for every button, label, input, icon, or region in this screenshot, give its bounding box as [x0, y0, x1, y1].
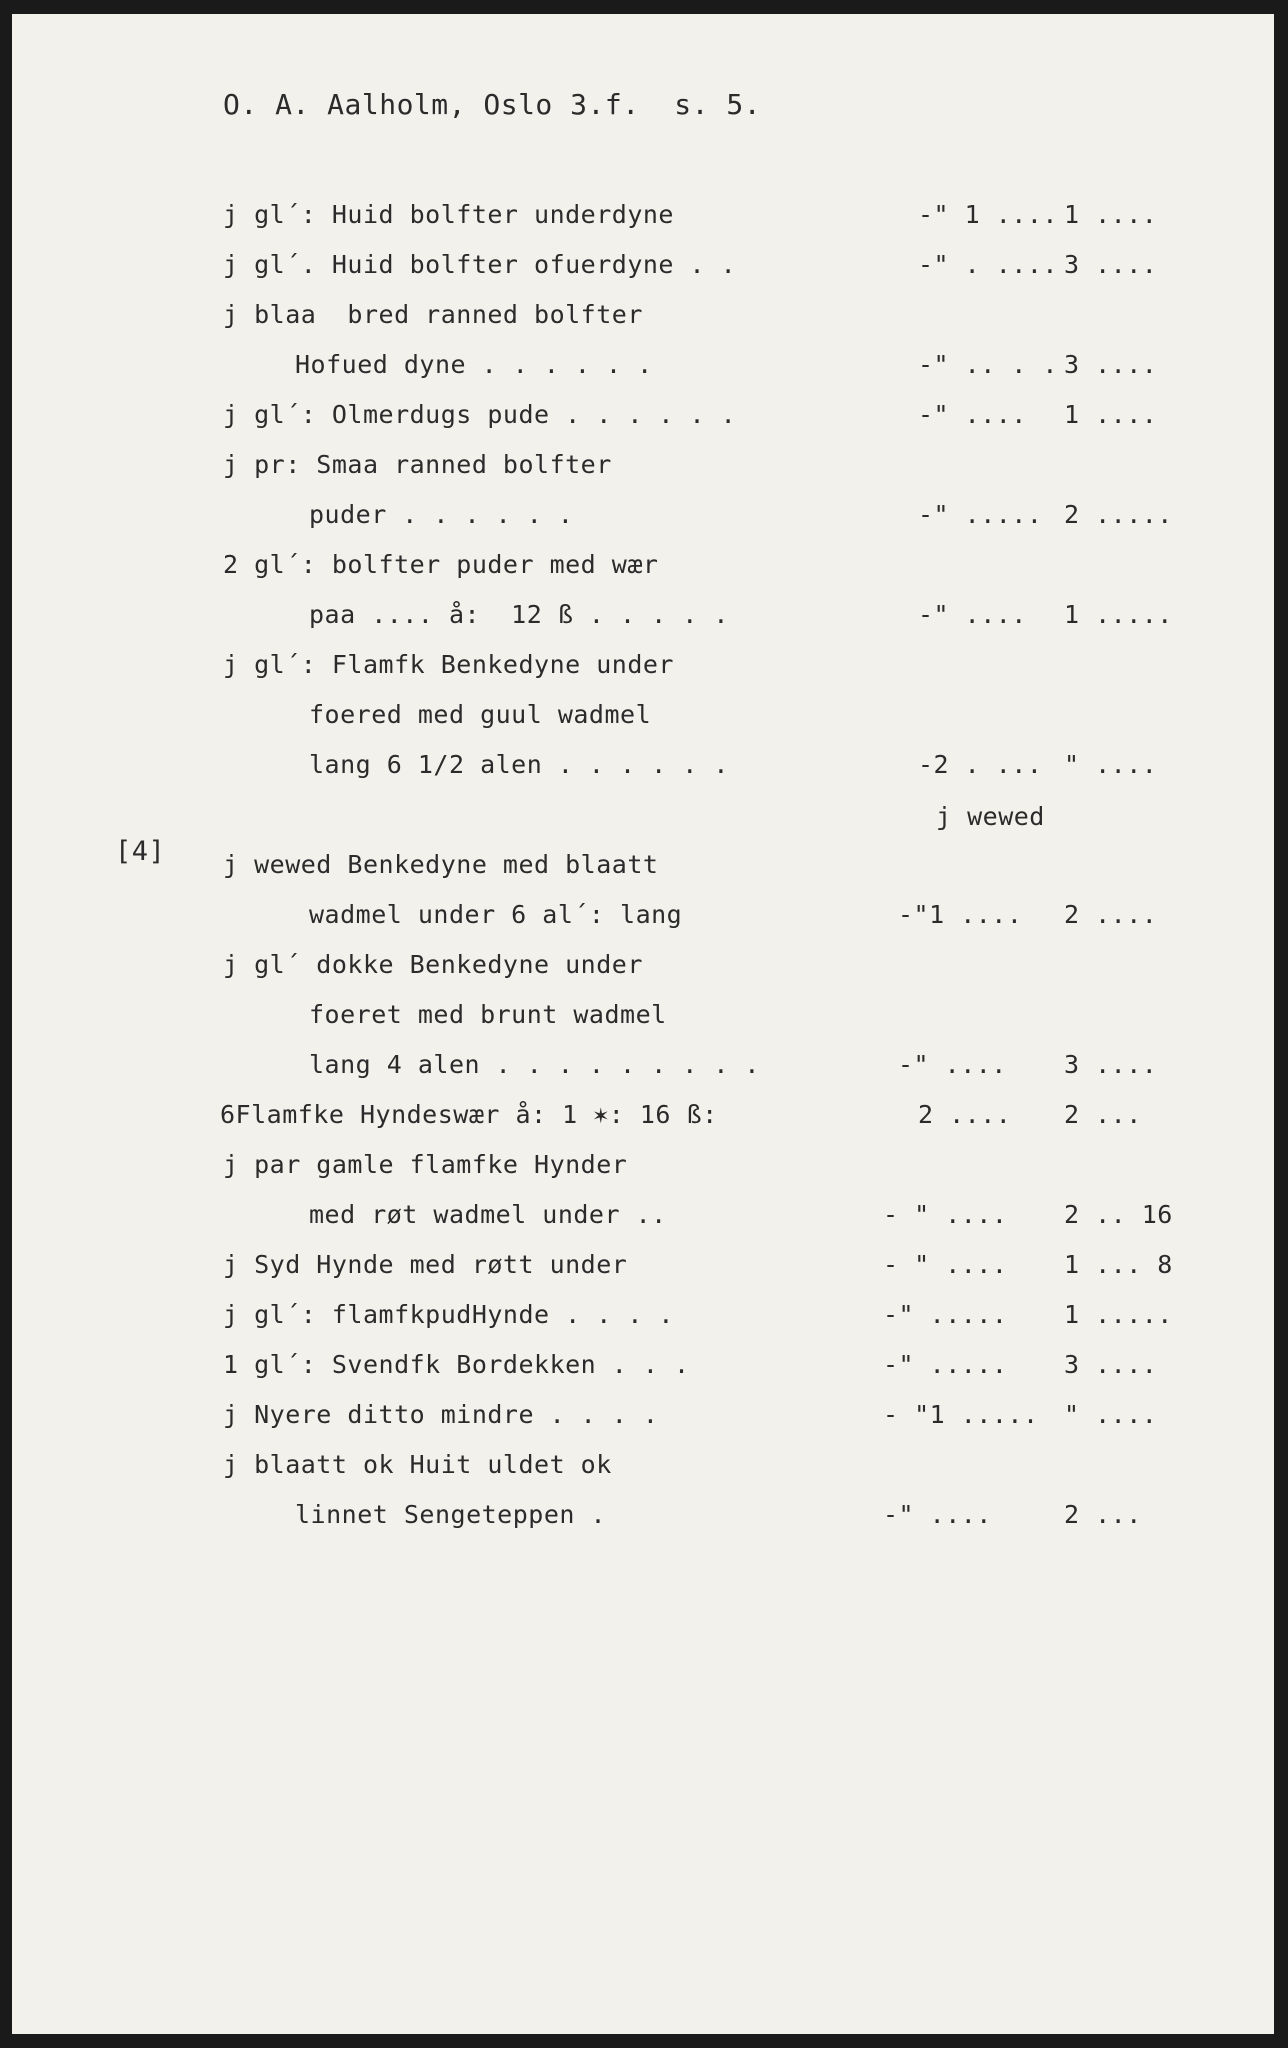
- page-number-note: [4]: [115, 836, 166, 867]
- entry-value-col1: -" ....: [883, 1500, 992, 1529]
- entry-value-col2: 1 ....: [1064, 400, 1158, 429]
- entry-value-col1: j wewed: [936, 802, 1045, 831]
- entry-value-col1: - " ....: [883, 1250, 1008, 1279]
- entry-value-col1: -" ....: [918, 400, 1027, 429]
- document-page: [12, 14, 1274, 2034]
- entry-description: paa .... å: 12 ß . . . . .: [309, 600, 729, 629]
- page-header: O. A. Aalholm, Oslo 3.f. s. 5.: [223, 88, 762, 121]
- entry-description: j wewed Benkedyne med blaatt: [223, 850, 659, 879]
- entry-value-col1: -" .....: [883, 1300, 1008, 1329]
- entry-description: j blaa bred ranned bolfter: [223, 300, 643, 329]
- entry-value-col2: 2 ...: [1064, 1500, 1142, 1529]
- entry-description: j gl´: Flamfk Benkedyne under: [223, 650, 674, 679]
- entry-value-col1: -" 1 ....: [918, 200, 1058, 229]
- entry-value-col1: -2 . ...: [918, 750, 1043, 779]
- entry-description: puder . . . . . .: [309, 500, 574, 529]
- entry-value-col1: -" . ....: [918, 250, 1058, 279]
- entry-description: med røt wadmel under ..: [309, 1200, 667, 1229]
- entry-value-col2: 3 ....: [1064, 250, 1158, 279]
- entry-description: foeret med brunt wadmel: [309, 1000, 667, 1029]
- entry-value-col2: 1 ... 8: [1064, 1250, 1173, 1279]
- entry-description: j pr: Smaa ranned bolfter: [223, 450, 612, 479]
- entry-description: j Syd Hynde med røtt under: [223, 1250, 628, 1279]
- entry-description: Hofued dyne . . . . . .: [295, 350, 653, 379]
- entry-value-col2: 2 ....: [1064, 900, 1158, 929]
- entry-value-col1: - " ....: [883, 1200, 1008, 1229]
- entry-value-col2: 1 .....: [1064, 1300, 1173, 1329]
- entry-description: 6Flamfke Hyndeswær å: 1 ✶: 16 ß:: [220, 1100, 718, 1129]
- entry-value-col1: -" ....: [918, 600, 1027, 629]
- entry-description: j gl´: Olmerdugs pude . . . . . .: [223, 400, 737, 429]
- entry-value-col1: -" .. . .: [918, 350, 1058, 379]
- entry-value-col2: " ....: [1064, 1400, 1158, 1429]
- entry-value-col2: 3 ....: [1064, 1050, 1158, 1079]
- entry-value-col2: 1 .....: [1064, 600, 1173, 629]
- entry-description: lang 4 alen . . . . . . . . .: [309, 1050, 760, 1079]
- entry-value-col2: 3 ....: [1064, 1350, 1158, 1379]
- entry-description: j gl´: flamfkpudHynde . . . .: [223, 1300, 674, 1329]
- entry-description: foered med guul wadmel: [309, 700, 652, 729]
- entry-description: wadmel under 6 al´: lang: [309, 900, 683, 929]
- entry-value-col2: 3 ....: [1064, 350, 1158, 379]
- entry-description: j par gamle flamfke Hynder: [223, 1150, 628, 1179]
- entry-description: j gl´ dokke Benkedyne under: [223, 950, 643, 979]
- entry-value-col1: -" .....: [918, 500, 1043, 529]
- entry-value-col2: 1 ....: [1064, 200, 1158, 229]
- entry-description: j gl´. Huid bolfter ofuerdyne . .: [223, 250, 737, 279]
- entry-value-col1: -" .....: [883, 1350, 1008, 1379]
- entry-description: j gl´: Huid bolfter underdyne: [223, 200, 674, 229]
- entry-description: 2 gl´: bolfter puder med wær: [223, 550, 659, 579]
- entry-value-col1: -"1 ....: [898, 900, 1023, 929]
- entry-description: j blaatt ok Huit uldet ok: [223, 1450, 612, 1479]
- entry-value-col1: - "1 .....: [883, 1400, 1039, 1429]
- entry-value-col1: 2 ....: [918, 1100, 1012, 1129]
- entry-description: linnet Sengeteppen .: [295, 1500, 607, 1529]
- entry-description: 1 gl´: Svendfk Bordekken . . .: [223, 1350, 690, 1379]
- entry-value-col2: 2 .. 16: [1064, 1200, 1173, 1229]
- entry-value-col1: -" ....: [898, 1050, 1007, 1079]
- entry-value-col2: 2 .....: [1064, 500, 1173, 529]
- entry-description: j Nyere ditto mindre . . . .: [223, 1400, 659, 1429]
- entry-value-col2: " ....: [1064, 750, 1158, 779]
- entry-description: lang 6 1/2 alen . . . . . .: [309, 750, 729, 779]
- entry-value-col2: 2 ...: [1064, 1100, 1142, 1129]
